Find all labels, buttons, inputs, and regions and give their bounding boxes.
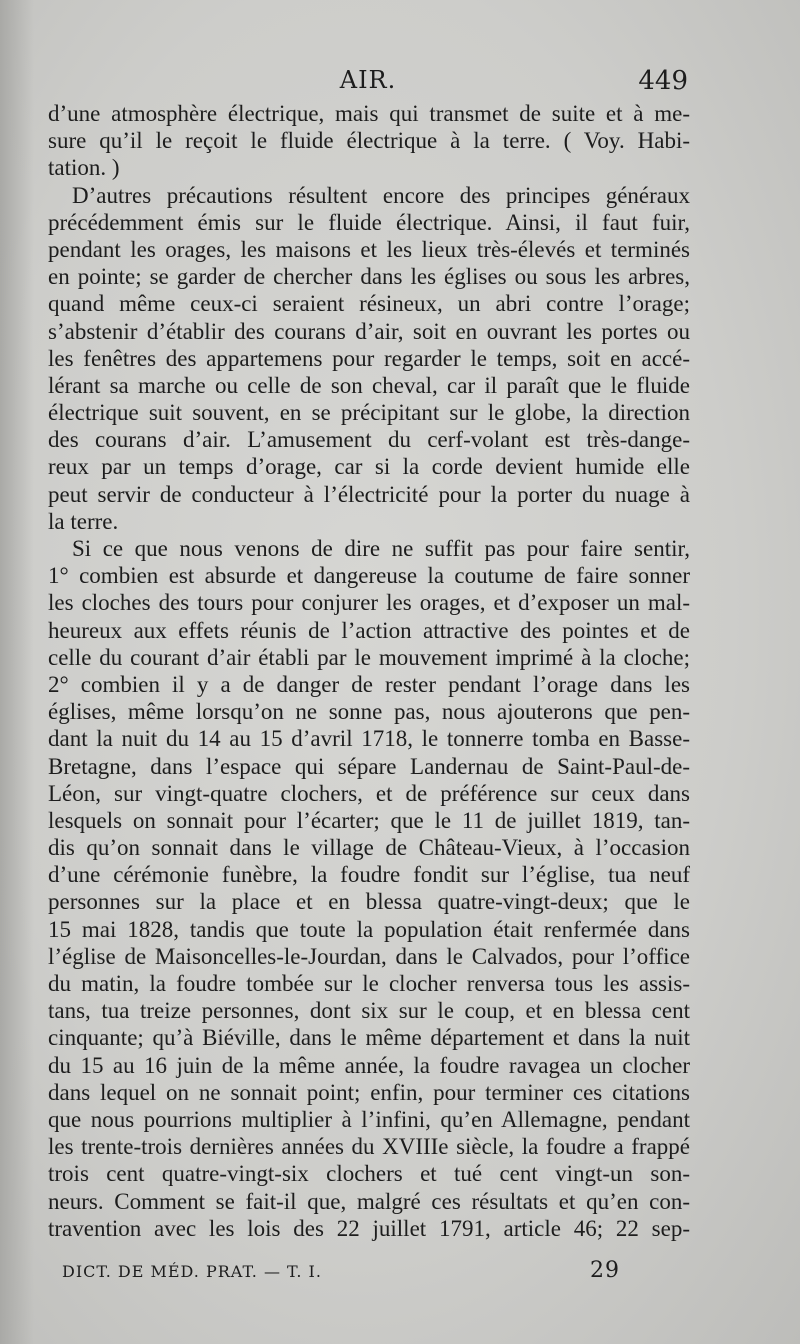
page-number: 449	[638, 66, 688, 96]
body-text	[48, 100, 690, 1242]
paragraph-first-line: D’autres précautions résultent encore des principes généraux	[72, 182, 690, 208]
text-line: 15 mai 1828, tandis que toute la population était renfermée dans	[48, 916, 690, 942]
running-title: AIR.	[339, 66, 397, 94]
text-line: que nous pourrions multiplier à l’infini, qu’en Allemagne, pendant	[48, 1106, 690, 1132]
text-line: des courans d’air. L’amusement du cerf-volant est très-dange-	[48, 427, 690, 453]
text-line: du matin, la foudre tombée sur le clocher renversa tous les assis-	[48, 971, 690, 996]
text-line: neurs. Comment se fait-il que, malgré ces résultats et qu’en con-	[48, 1188, 690, 1214]
text-line: églises, même lorsqu’on ne sonne pas, nous ajouterons que pen-	[48, 699, 690, 725]
text-line: tans, tua treize personnes, dont six sur le coup, et en blessa cent	[48, 998, 690, 1024]
text-line: la terre.	[48, 508, 119, 534]
paragraph-first-line: Si ce que nous venons de dire ne suffit pas pour faire sentir,	[72, 536, 690, 561]
text-line: d’une cérémonie funèbre, la foudre fondit sur l’église, tua neuf	[48, 862, 690, 888]
text-line: les trente-trois dernières années du XVIIIe siècle, la foudre a frappé	[48, 1134, 690, 1160]
text-line: électrique suit souvent, en se précipitant sur le globe, la direction	[48, 400, 690, 426]
text-line: lesquels on sonnait pour l’écarter; que le 11 de juillet 1819, tan-	[48, 807, 690, 833]
text-line: trois cent quatre-vingt-six clochers et tué cent vingt-un son-	[48, 1161, 690, 1187]
text-line: dant la nuit du 14 au 15 d’avril 1718, le tonnerre tomba en Basse-	[48, 726, 690, 752]
text-line: Léon, sur vingt-quatre clochers, et de préférence sur ceux dans	[48, 780, 690, 806]
text-line: dans lequel on ne sonnait point; enfin, pour terminer ces citations	[48, 1079, 690, 1105]
text-line: peut servir de conducteur à l’électricité pour la porter du nuage à	[48, 481, 690, 507]
text-line: pendant les orages, les maisons et les lieux très-élevés et terminés	[48, 236, 690, 262]
text-line: dis qu’on sonnait dans le village de Château-Vieux, à l’occasion	[48, 835, 690, 861]
page-gutter-shadow	[0, 0, 34, 1344]
text-line: cinquante; qu’à Biéville, dans le même département et dans la nuit	[48, 1025, 690, 1051]
text-line: l’église de Maisoncelles-le-Jourdan, dans le Calvados, pour l’office	[48, 943, 690, 969]
text-line: du 15 au 16 juin de la même année, la foudre ravagea un clocher	[48, 1052, 690, 1078]
text-line: lérant sa marche ou celle de son cheval, car il paraît que le fluide	[48, 372, 690, 398]
page-footer	[62, 1258, 662, 1288]
text-line: les cloches des tours pour conjurer les orages, et d’exposer un mal-	[48, 590, 690, 616]
page-header	[48, 62, 688, 96]
text-line: tation. )	[48, 155, 120, 181]
text-line: personnes sur la place et en blessa quatre-vingt-deux; que le	[48, 889, 690, 915]
text-line: précédemment émis sur le fluide électrique. Ainsi, il faut fuir,	[48, 209, 690, 235]
text-line: les fenêtres des appartemens pour regarder le temps, soit en accé-	[48, 345, 690, 371]
text-line: heureux aux effets réunis de l’action attractive des pointes et de	[48, 617, 690, 643]
text-line: Bretagne, dans l’espace qui sépare Landernau de Saint-Paul-de-	[48, 753, 690, 779]
text-line: en pointe; se garder de chercher dans les églises ou sous les arbres,	[48, 264, 690, 290]
text-line: 1° combien est absurde et dangereuse la coutume de faire sonner	[48, 563, 690, 589]
sheet-number: 29	[590, 1258, 620, 1283]
printer-signature: DICT. DE MÉD. PRAT. — T. I.	[62, 1262, 322, 1281]
text-line: reux par un temps d’orage, car si la corde devient humide elle	[48, 454, 690, 480]
text-line: s’abstenir d’établir des courans d’air, soit en ouvrant les portes ou	[48, 318, 690, 344]
text-line: quand même ceux-ci seraient résineux, un abri contre l’orage;	[48, 291, 690, 317]
text-line: sure qu’il le reçoit le fluide électrique à la terre. ( Voy. Habi-	[48, 128, 690, 154]
text-line: 2° combien il y a de danger de rester pendant l’orage dans les	[48, 671, 690, 697]
text-line: celle du courant d’air établi par le mouvement imprimé à la cloche;	[48, 644, 690, 670]
text-line: d’une atmosphère électrique, mais qui transmet de suite et à me-	[48, 101, 690, 126]
text-line: travention avec les lois des 22 juillet 1791, article 46; 22 sep-	[48, 1215, 690, 1241]
